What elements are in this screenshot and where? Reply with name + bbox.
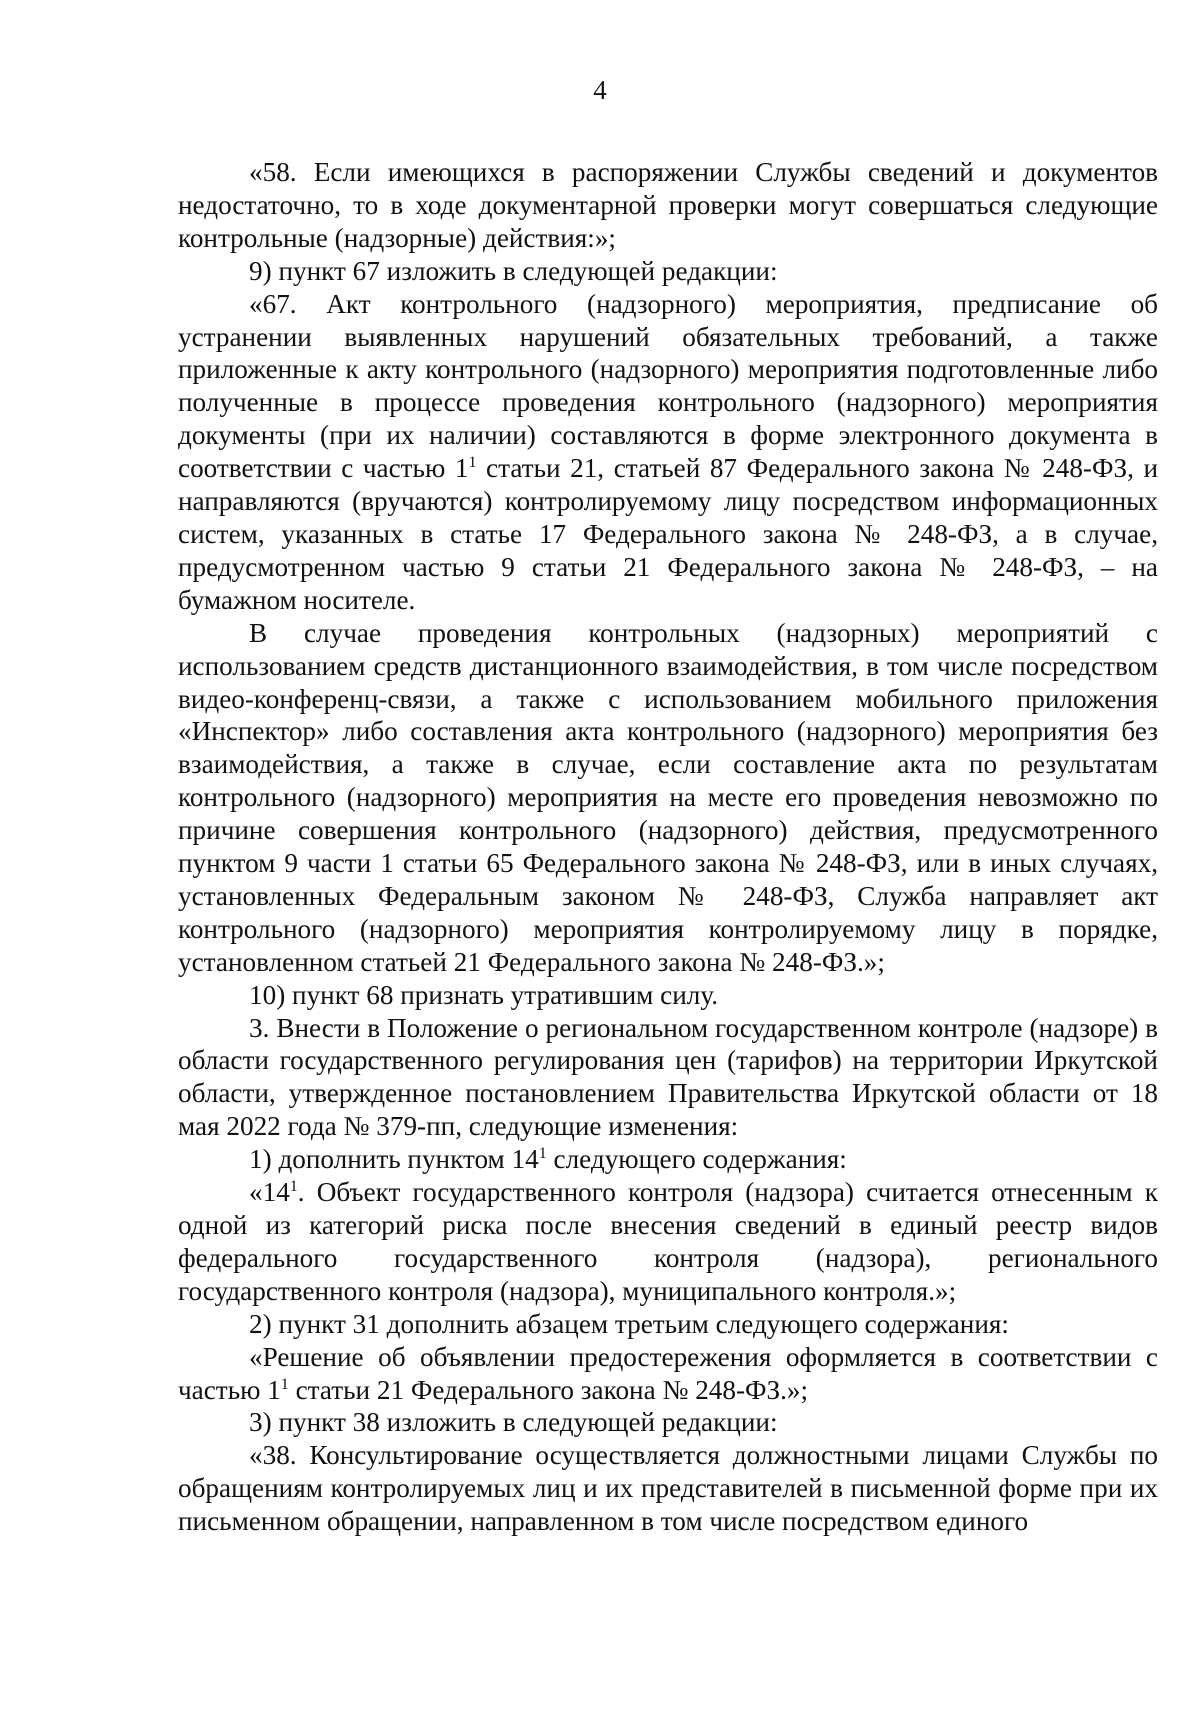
paragraph-text: 10) пункт 68 признать утратившим силу. [249, 979, 719, 1010]
paragraph-text: «67. Акт контрольного (надзорного) мероприятия, предписание об устранении выявленных нарушений обязательных требований, а также приложенные к акту контрольного (надзорного) мероприятия подготовленные либо полученные в процессе проведения контрольного (надзорного) мероприятия документы (при их наличии) составляются в форме электронного документа в соответствии с частью 1 [178, 288, 1158, 484]
paragraph-text: 1) дополнить пунктом 14 [249, 1144, 539, 1175]
paragraph [178, 617, 1158, 979]
paragraph [178, 979, 1158, 1012]
paragraph [178, 1176, 1158, 1308]
paragraph [178, 255, 1158, 288]
paragraph-text: «Решение об объявлении предостережения оформляется в соответствии с частью 1 [178, 1341, 1158, 1405]
paragraph-text: 2) пункт 31 дополнить абзацем третьим следующего содержания: [249, 1308, 1009, 1339]
paragraph [178, 1143, 1158, 1176]
paragraph [178, 1439, 1158, 1538]
paragraph-text: 9) пункт 67 изложить в следующей редакции: [249, 255, 778, 286]
superscript: 1 [468, 454, 477, 472]
paragraph-text: 3. Внести в Положение о региональном государственном контроле (надзоре) в области государственного регулирования цен (тарифов) на территории Иркутской области, утвержденное постановлением Правительства Иркутской области от 18 мая 2022 года № 379-пп, следующие изменения: [178, 1012, 1158, 1142]
paragraph-text: статьи 21 Федерального закона № 248-ФЗ.»; [288, 1374, 809, 1405]
superscript: 1 [289, 1178, 298, 1196]
paragraph-text: 3) пункт 38 изложить в следующей редакции: [249, 1407, 778, 1438]
page-number: 4 [593, 75, 607, 105]
paragraph [178, 156, 1158, 255]
paragraph-text: следующего содержания: [546, 1144, 847, 1175]
paragraph [178, 1341, 1158, 1407]
paragraph-text: В случае проведения контрольных (надзорных) мероприятий с использованием средств дистанционного взаимодействия, в том числе посредством видео-конференц-связи, а также с использованием мобильного приложения «Инспектор» либо составления акта контрольного (надзорного) мероприятия без взаимодействия, а также в случае, если составление акта по результатам контрольного (надзорного) мероприятия на месте его проведения невозможно по причине совершения контрольного (надзорного) действия, предусмотренного пунктом 9 части 1 статьи 65 Федерального закона № 248-ФЗ, или в иных случаях, установленных Федеральным законом № 248-ФЗ, Служба направляет акт контрольного (надзорного) мероприятия контролируемому лицу в порядке, установленном статьей 21 Федерального закона № 248-ФЗ.»; [178, 617, 1158, 977]
paragraph-text: статьи 21, статьей 87 Федерального закона № 248-ФЗ, и направляются (вручаются) контролируемому лицу посредством информационных систем, указанных в статье 17 Федерального закона № 248-ФЗ, а в случае, предусмотренном частью 9 статьи 21 Федерального закона № 248-ФЗ, – на бумажном носителе. [178, 453, 1159, 615]
paragraph [178, 1308, 1158, 1341]
paragraph-text: «38. Консультирование осуществляется должностными лицами Службы по обращениям контролируемых лиц и их представителей в письменной форме при их письменном обращении, направленном в том числе посредством единого [178, 1440, 1158, 1537]
paragraph-text: «58. Если имеющихся в распоряжении Службы сведений и документов недостаточно, то в ходе документарной проверки могут совершаться следующие контрольные (надзорные) действия:»; [178, 157, 1158, 253]
paragraph [178, 1012, 1158, 1144]
document-body [178, 156, 1158, 1538]
superscript: 1 [538, 1145, 547, 1163]
paragraph [178, 1406, 1158, 1439]
paragraph-text: «14 [249, 1177, 290, 1208]
superscript: 1 [280, 1375, 289, 1393]
paragraph-text: . Объект государственного контроля (надзора) считается отнесенным к одной из категорий риска после внесения сведений в единый реестр видов федерального государственного контроля (надзора), регионального государственного контроля (надзора), муниципального контроля.»; [178, 1177, 1158, 1306]
paragraph [178, 288, 1158, 617]
